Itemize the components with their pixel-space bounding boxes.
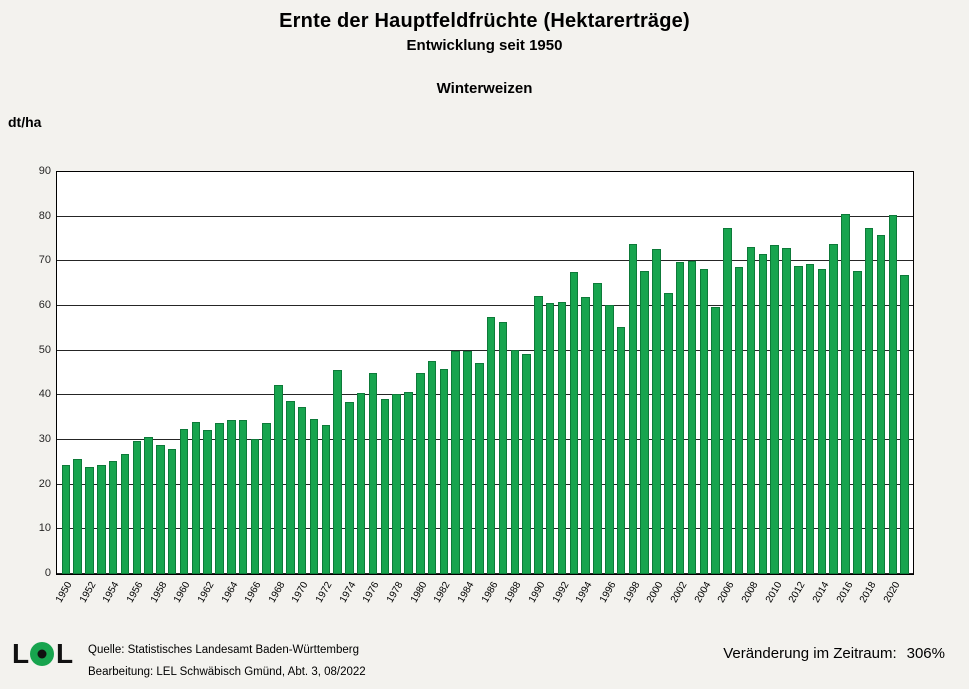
x-label-slot: [479, 578, 501, 628]
x-tick-label: 1956: [124, 580, 146, 605]
x-label-slot: [544, 578, 556, 628]
x-label-slot: [284, 578, 296, 628]
bar: [499, 322, 508, 574]
x-label-slot: [875, 578, 887, 628]
x-label-slot: [402, 578, 414, 628]
bar: [203, 430, 212, 574]
bar-slot: [202, 172, 214, 574]
bar: [700, 269, 709, 574]
bar: [215, 423, 224, 574]
bar-slot: [840, 172, 852, 574]
x-tick-label: 1964: [219, 580, 241, 605]
x-label-slot: [716, 578, 737, 628]
x-label-slot: [148, 578, 170, 628]
x-label-slot: [621, 578, 643, 628]
x-label-slot: [384, 578, 406, 628]
x-label-slot: [550, 578, 572, 628]
bar-slot: [320, 172, 332, 574]
bar-slot: [308, 172, 320, 574]
bar-slot: [391, 172, 403, 574]
bar: [428, 361, 437, 575]
bar-slot: [225, 172, 237, 574]
bar: [900, 275, 909, 574]
x-label-slot: [692, 578, 714, 628]
x-tick-label: 1998: [621, 580, 643, 605]
bar-slot: [237, 172, 249, 574]
x-tick-label: 2010: [763, 580, 785, 605]
bar-slot: [379, 172, 391, 574]
bar: [593, 283, 602, 574]
bar: [570, 272, 579, 574]
bar-series: [57, 172, 913, 574]
bar-slot: [84, 172, 96, 574]
x-label-slot: [118, 578, 130, 628]
x-tick-label: 2014: [810, 580, 832, 605]
bar-slot: [698, 172, 710, 574]
bar: [451, 351, 460, 574]
x-label-slot: [142, 578, 154, 628]
x-label-slot: [378, 578, 390, 628]
bar: [381, 399, 390, 574]
y-tick-label: 60: [38, 299, 51, 312]
bar-slot: [450, 172, 462, 574]
bar: [782, 248, 791, 574]
x-label-slot: [810, 578, 832, 628]
bar: [156, 445, 165, 574]
bar-slot: [344, 172, 356, 574]
source-line: Quelle: Statistisches Landesamt Baden-Württemberg: [88, 644, 360, 656]
bar: [274, 385, 283, 574]
x-tick-label: 1974: [337, 580, 359, 605]
bar-slot: [556, 172, 568, 574]
x-tick-label: 2012: [787, 580, 808, 605]
y-tick-label: 40: [38, 388, 51, 401]
bar: [286, 401, 295, 574]
bar: [251, 439, 260, 574]
bar: [85, 467, 94, 574]
bar-slot: [757, 172, 769, 574]
x-label-slot: [497, 578, 509, 628]
bar: [192, 422, 201, 574]
bar: [144, 437, 153, 574]
bar: [865, 228, 874, 574]
x-label-slot: [213, 578, 225, 628]
x-tick-label: 1950: [53, 580, 75, 605]
change-note: [723, 645, 945, 662]
bar-slot: [875, 172, 887, 574]
bar-slot: [781, 172, 793, 574]
y-tick-label: 20: [38, 477, 51, 490]
x-label-slot: [503, 578, 524, 628]
x-label-slot: [266, 578, 288, 628]
bar-slot: [143, 172, 155, 574]
x-tick-label: 1960: [172, 580, 193, 605]
x-tick-label: 1972: [314, 580, 335, 605]
x-tick-label: 2018: [858, 580, 879, 605]
bar: [794, 266, 803, 574]
x-tick-label: 2002: [668, 580, 690, 605]
x-label-slot: [615, 578, 627, 628]
x-tick-label: 1952: [77, 580, 99, 605]
crop-title: Winterweizen: [436, 80, 533, 97]
bar: [109, 461, 118, 574]
bar-slot: [899, 172, 911, 574]
bar-slot: [438, 172, 450, 574]
bar-slot: [261, 172, 273, 574]
x-label-slot: [781, 578, 793, 628]
x-label-slot: [455, 578, 477, 628]
x-label-slot: [520, 578, 532, 628]
x-axis-labels: [53, 578, 914, 628]
x-tick-label: 1986: [479, 580, 501, 605]
bar: [73, 459, 82, 574]
bar: [629, 244, 638, 574]
x-label-slot: [408, 578, 430, 628]
bar: [310, 419, 319, 574]
bar-slot: [686, 172, 698, 574]
x-label-slot: [757, 578, 769, 628]
bar-slot: [851, 172, 863, 574]
bar-slot: [355, 172, 367, 574]
x-tick-label: 1958: [148, 580, 170, 605]
bar: [227, 420, 236, 574]
y-tick-label: 0: [44, 567, 51, 579]
bar-slot: [473, 172, 485, 574]
x-label-slot: [165, 578, 177, 628]
x-tick-label: 2016: [834, 580, 856, 605]
x-label-slot: [710, 578, 722, 628]
bar-slot: [414, 172, 426, 574]
bar-slot: [639, 172, 651, 574]
x-label-slot: [260, 578, 272, 628]
bar-slot: [367, 172, 379, 574]
x-label-slot: [851, 578, 863, 628]
bar: [180, 429, 189, 574]
bar: [239, 420, 248, 574]
bar: [534, 296, 543, 574]
x-label-slot: [804, 578, 816, 628]
bar-slot: [816, 172, 828, 574]
bar-slot: [178, 172, 190, 574]
lel-logo-icon: [12, 636, 76, 670]
bar: [853, 271, 862, 574]
bar-slot: [804, 172, 816, 574]
bar: [806, 264, 815, 574]
bar-slot: [60, 172, 72, 574]
bar: [640, 271, 649, 574]
bar-slot: [674, 172, 686, 574]
x-tick-label: 2020: [881, 580, 903, 605]
x-label-slot: [94, 578, 106, 628]
x-label-slot: [307, 578, 319, 628]
x-label-slot: [361, 578, 382, 628]
chart-plot-area: [38, 165, 914, 579]
bar-slot: [485, 172, 497, 574]
x-label-slot: [686, 578, 698, 628]
bar-slot: [166, 172, 178, 574]
x-tick-label: 1970: [290, 580, 311, 605]
bar-slot: [662, 172, 674, 574]
x-label-slot: [337, 578, 359, 628]
x-tick-label: 1962: [195, 580, 217, 605]
bar-slot: [769, 172, 781, 574]
bar: [369, 373, 378, 574]
x-label-slot: [574, 578, 595, 628]
bar-slot: [119, 172, 131, 574]
change-label: Veränderung im Zeitraum:: [723, 645, 897, 662]
bar-slot: [521, 172, 533, 574]
x-label-slot: [881, 578, 903, 628]
bar-slot: [592, 172, 604, 574]
bar-slot: [426, 172, 438, 574]
x-label-slot: [290, 578, 311, 628]
bar: [747, 247, 756, 574]
page-title: Ernte der Hauptfeldfrüchte (Hektarerträge): [279, 10, 690, 32]
bar-slot: [296, 172, 308, 574]
bar: [97, 465, 106, 574]
bar-slot: [603, 172, 615, 574]
x-label-slot: [243, 578, 264, 628]
y-tick-label: 90: [38, 165, 51, 177]
bar-slot: [131, 172, 143, 574]
bar: [829, 244, 838, 574]
x-label-slot: [639, 578, 651, 628]
bar: [605, 305, 614, 574]
x-tick-label: 1976: [361, 580, 382, 605]
x-label-slot: [645, 578, 666, 628]
x-tick-label: 1966: [243, 580, 264, 605]
bar-slot: [828, 172, 840, 574]
bar-slot: [568, 172, 580, 574]
bar-slot: [710, 172, 722, 574]
svg-text:L: L: [56, 638, 74, 669]
x-label-slot: [355, 578, 367, 628]
bar-slot: [190, 172, 202, 574]
bar-slot: [155, 172, 167, 574]
bar-slot: [273, 172, 285, 574]
bar: [357, 393, 366, 574]
x-tick-label: 1996: [597, 580, 619, 605]
x-label-slot: [77, 578, 99, 628]
x-label-slot: [449, 578, 461, 628]
x-tick-label: 1982: [432, 580, 453, 605]
bar-slot: [627, 172, 639, 574]
chart-header: [0, 0, 969, 97]
bar: [735, 267, 744, 574]
bar: [664, 293, 673, 574]
x-label-slot: [426, 578, 438, 628]
x-label-slot: [568, 578, 580, 628]
y-tick-label: 10: [38, 522, 51, 535]
bar-slot: [107, 172, 119, 574]
bar: [511, 350, 520, 574]
bar: [392, 394, 401, 574]
bar: [404, 392, 413, 574]
x-label-slot: [101, 578, 122, 628]
bar: [617, 327, 626, 574]
bar-slot: [284, 172, 296, 574]
bar-slot: [95, 172, 107, 574]
bar: [652, 249, 661, 574]
x-label-slot: [124, 578, 146, 628]
bar-slot: [403, 172, 415, 574]
x-label-slot: [331, 578, 343, 628]
x-tick-label: 1978: [384, 580, 406, 605]
x-label-slot: [828, 578, 840, 628]
bar: [475, 363, 484, 574]
bar: [298, 407, 307, 574]
bar: [818, 269, 827, 574]
bar-slot: [544, 172, 556, 574]
bar-slot: [745, 172, 757, 574]
svg-text:L: L: [12, 638, 30, 669]
x-label-slot: [662, 578, 674, 628]
bar: [770, 245, 779, 574]
y-tick-label: 70: [38, 254, 51, 267]
x-label-slot: [71, 578, 83, 628]
x-label-slot: [195, 578, 217, 628]
bar: [168, 449, 177, 574]
bar: [262, 423, 271, 574]
bar: [688, 261, 697, 574]
bar: [759, 254, 768, 574]
x-label-slot: [834, 578, 856, 628]
y-tick-label: 30: [38, 433, 51, 446]
x-tick-label: 1990: [526, 580, 548, 605]
bar: [121, 454, 130, 574]
bar: [487, 317, 496, 574]
x-tick-label: 1984: [455, 580, 477, 605]
bar: [416, 373, 425, 574]
y-tick-label: 80: [38, 209, 51, 222]
x-label-slot: [473, 578, 485, 628]
chart-plot-wrapper: [38, 165, 914, 579]
bar: [558, 302, 567, 574]
x-label-slot: [53, 578, 75, 628]
x-label-slot: [189, 578, 201, 628]
x-tick-label: 2004: [692, 580, 714, 605]
x-label-slot: [899, 578, 911, 628]
x-tick-label: 2008: [739, 580, 761, 605]
bar-slot: [580, 172, 592, 574]
x-label-slot: [526, 578, 548, 628]
x-label-slot: [314, 578, 335, 628]
x-label-slot: [858, 578, 879, 628]
bar-slot: [887, 172, 899, 574]
x-label-slot: [432, 578, 453, 628]
bar: [440, 369, 449, 574]
bar-slot: [533, 172, 545, 574]
x-label-slot: [763, 578, 785, 628]
bar-slot: [792, 172, 804, 574]
bar-slot: [733, 172, 745, 574]
bar-slot: [497, 172, 509, 574]
bar: [345, 402, 354, 574]
bar: [723, 228, 732, 574]
x-label-slot: [739, 578, 761, 628]
bar: [62, 465, 71, 574]
bar: [133, 441, 142, 574]
y-tick-label: 50: [38, 343, 51, 356]
bar-slot: [332, 172, 344, 574]
x-tick-label: 1968: [266, 580, 288, 605]
x-tick-label: 2000: [645, 580, 666, 605]
bar: [463, 351, 472, 574]
y-axis-unit-label: dt/ha: [8, 114, 42, 130]
bar: [841, 214, 850, 574]
x-tick-label: 1988: [503, 580, 524, 605]
x-tick-label: 1980: [408, 580, 430, 605]
bar-slot: [249, 172, 261, 574]
change-value: 306%: [906, 645, 945, 662]
x-tick-label: 1994: [574, 580, 595, 605]
bar-slot: [72, 172, 84, 574]
bar-slot: [214, 172, 226, 574]
bar: [322, 425, 331, 574]
page-subtitle: Entwicklung seit 1950: [406, 37, 563, 54]
processing-line: Bearbeitung: LEL Schwäbisch Gmünd, Abt. 3, 08/2022: [88, 666, 366, 678]
x-label-slot: [172, 578, 193, 628]
x-label-slot: [733, 578, 745, 628]
bar: [676, 262, 685, 574]
bar: [522, 354, 531, 574]
x-label-slot: [787, 578, 808, 628]
bar: [711, 307, 720, 574]
source-block: [88, 639, 366, 683]
bar-slot: [651, 172, 663, 574]
bar: [889, 215, 898, 574]
bar-slot: [509, 172, 521, 574]
bar: [333, 370, 342, 574]
x-label-slot: [668, 578, 690, 628]
bar: [581, 297, 590, 574]
x-tick-label: 2006: [716, 580, 737, 605]
bar-slot: [462, 172, 474, 574]
x-label-slot: [219, 578, 241, 628]
bar: [877, 235, 886, 574]
x-label-slot: [236, 578, 248, 628]
bar-slot: [615, 172, 627, 574]
x-label-slot: [597, 578, 619, 628]
bar: [546, 303, 555, 574]
x-label-slot: [591, 578, 603, 628]
bar-slot: [863, 172, 875, 574]
x-tick-label: 1954: [101, 580, 122, 605]
bar-slot: [722, 172, 734, 574]
x-tick-label: 1992: [550, 580, 572, 605]
